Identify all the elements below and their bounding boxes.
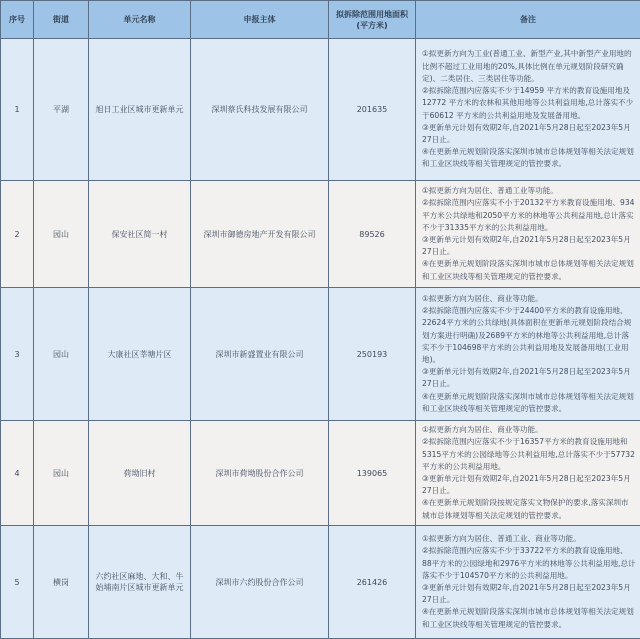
cell-street: 园山 [34, 288, 89, 421]
cell-street: 园山 [34, 181, 89, 288]
header-unit-name: 单元名称 [89, 1, 191, 39]
cell-area: 139065 [329, 421, 416, 526]
cell-unit-name: 大康社区莘塘片区 [89, 288, 191, 421]
remark-item: ②拟拆除范围内应落实不少于33722平方米的教育设施用地、88平方米的公园绿地和2976平方米的林地等公共利益用地,总计落实不少于104570平方米的公共利益用地。 [422, 545, 636, 582]
cell-no: 4 [1, 421, 34, 526]
cell-applicant: 深圳蔡氏科技发展有限公司 [191, 39, 329, 181]
cell-unit-name: 荷坳旧村 [89, 421, 191, 526]
header-row [1, 1, 640, 39]
cell-street: 横岗 [34, 526, 89, 639]
cell-unit-name: 保安社区简一村 [89, 181, 191, 288]
cell-no: 3 [1, 288, 34, 421]
cell-applicant: 深圳市新盛置业有限公司 [191, 288, 329, 421]
remark-item: ④在更新单元规划阶段落实深圳市城市总体规划等相关法定规划和工业区块线等相关管理规定的管控要求。 [422, 146, 636, 170]
cell-remark [416, 288, 640, 421]
cell-area: 201635 [329, 39, 416, 181]
remark-item: ④在更新单元规划阶段落实深圳市城市总体规划等相关法定规划和工业区块线等相关管理规定的管控要求。 [422, 606, 636, 630]
remark-item: ③更新单元计划有效期2年,自2021年5月28日起至2023年5月27日止。 [422, 122, 636, 146]
remark-item: ④在更新单元规划阶段按规定落实文物保护的要求,落实深圳市城市总体规划等相关法定规划的管控要求。 [422, 497, 636, 521]
table-row [1, 288, 640, 421]
cell-area: 89526 [329, 181, 416, 288]
cell-applicant: 深圳市荷坳股份合作公司 [191, 421, 329, 526]
header-applicant: 申报主体 [191, 1, 329, 39]
cell-area: 250193 [329, 288, 416, 421]
remark-item: ③更新单元计划有效期2年,自2021年5月28日起至2023年5月27日止。 [422, 366, 636, 390]
header-area-line1: 拟拆除范围用地面积 [329, 9, 415, 20]
cell-street: 平湖 [34, 39, 89, 181]
remark-item: ③更新单元计划有效期2年,自2021年5月28日起至2023年5月27日止。 [422, 234, 636, 258]
header-street: 街道 [34, 1, 89, 39]
cell-no: 1 [1, 39, 34, 181]
cell-no: 2 [1, 181, 34, 288]
remark-item: ①拟更新方向为工业(普通工业、新型产业,其中新型产业用地的比例不超过工业用地的20%,具体比例在单元规划阶段研究确定)、二类居住、三类居住等功能。 [422, 48, 636, 85]
remark-item: ②拟拆除范围内应落实不少于14959 平方米的教育设施用地及12772 平方米的农林和其他用地等公共利益用地,总计落实不少于60612 平方米的公共利益用地及发展备用地。 [422, 85, 636, 122]
remark-item: ①拟更新方向为居住、商业等功能。 [422, 293, 636, 305]
remark-item: ③更新单元计划有效期2年,自2021年5月28日起至2023年5月27日止。 [422, 582, 636, 606]
cell-no: 5 [1, 526, 34, 639]
remark-item: ①拟更新方向为居住、普通工业等功能。 [422, 185, 636, 197]
cell-applicant: 深圳市御德房地产开发有限公司 [191, 181, 329, 288]
remark-item: ①拟更新方向为居住、商业等功能。 [422, 424, 636, 436]
cell-unit-name: 旭日工业区城市更新单元 [89, 39, 191, 181]
cell-remark [416, 421, 640, 526]
remark-item: ②拟拆除范围内应落实不小于20132平方米教育设施用地、934平方米公共绿地和2050平方米的林地等公共利益用地,总计落实不少于31335平方米的公共利益用地。 [422, 197, 636, 234]
remark-item: ④在更新单元规划阶段落实深圳市城市总体规划等相关法定规划和工业区块线等相关管理规定的管控要求。 [422, 391, 636, 415]
cell-applicant: 深圳市六约股份合作公司 [191, 526, 329, 639]
remark-item: ①拟更新方向为居住、普通工业、商业等功能。 [422, 533, 636, 545]
cell-area: 261426 [329, 526, 416, 639]
table-row [1, 181, 640, 288]
cell-unit-name: 六约社区麻地、大和、牛始埔南片区城市更新单元 [89, 526, 191, 639]
table-row [1, 421, 640, 526]
remark-item: ②拟拆除范围内应落实不少于16357平方米的教育设施用地和5315平方米的公园绿地等公共利益用地,总计落实不少于57732平方米的公共利益用地。 [422, 436, 636, 473]
remark-item: ②拟拆除范围内应落实不少于24400平方米的教育设施用地、22624平方米的公共绿地(具体面积在更新单元规划阶段结合规划方案进行明确)及2689平方米的林地等公共利益用地,总计落实不少于104698平方米的公共利益用地及发展备用地(工业用地)。 [422, 305, 636, 366]
table-row [1, 526, 640, 639]
header-no: 序号 [1, 1, 34, 39]
header-area-line2: (平方米) [329, 20, 415, 31]
cell-street: 园山 [34, 421, 89, 526]
cell-remark [416, 39, 640, 181]
table-row [1, 39, 640, 181]
header-remark: 备注 [416, 1, 640, 39]
cell-remark [416, 526, 640, 639]
remark-item: ④在更新单元规划阶段落实深圳市城市总体规划等相关法定规划和工业区块线等相关管理规定的管控要求。 [422, 258, 636, 282]
cell-remark [416, 181, 640, 288]
header-area [329, 1, 416, 39]
remark-item: ③更新单元计划有效期2年,自2021年5月28日起至2023年5月27日止。 [422, 473, 636, 497]
